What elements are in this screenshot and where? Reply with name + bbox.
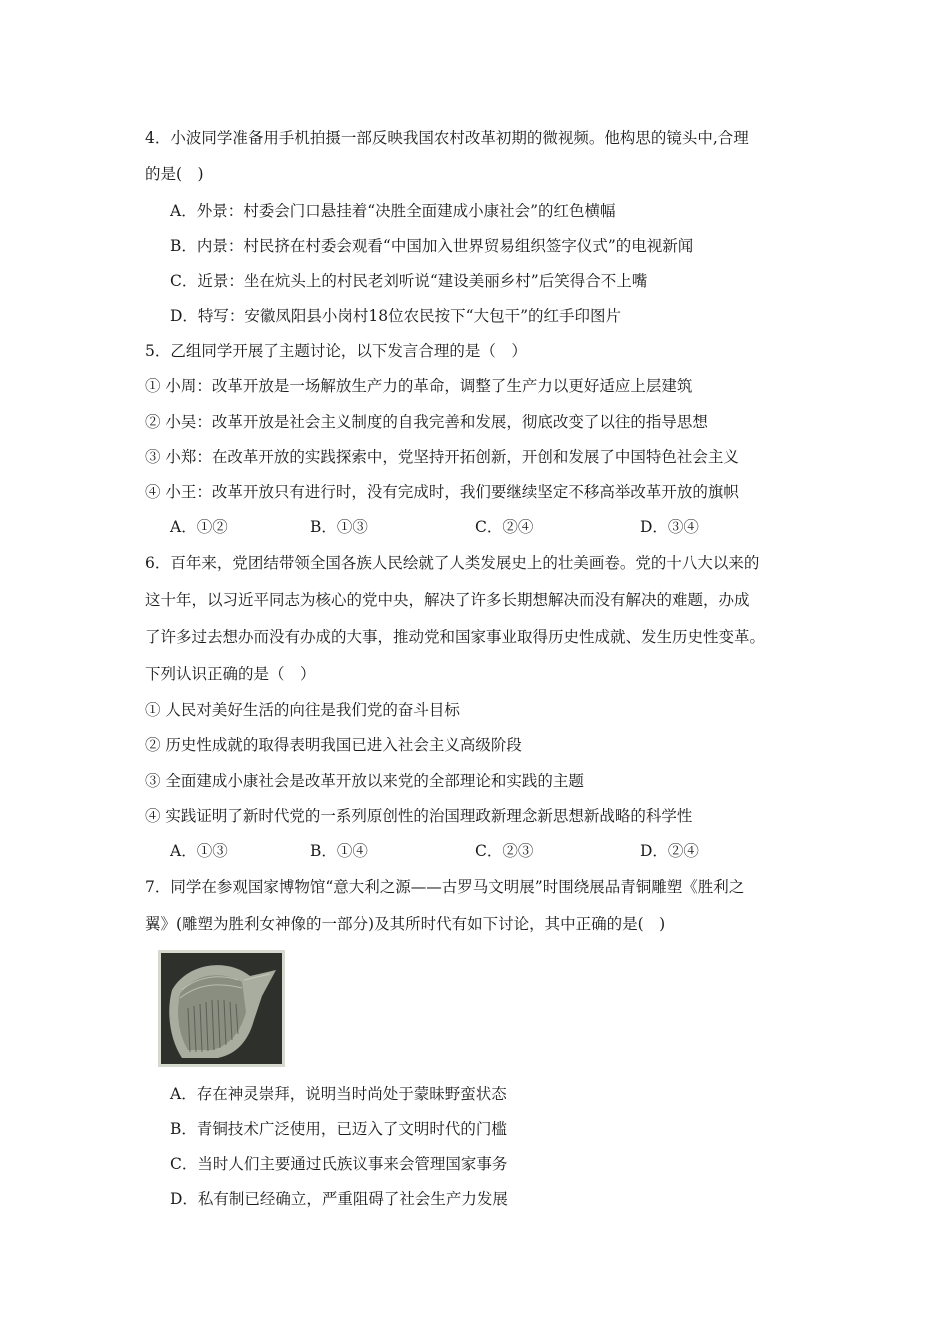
q5-statement-3: ③ 小郑：在改革开放的实践探索中，党坚持开拓创新，开创和发展了中国特色社会主义 [145, 448, 739, 466]
q6-statement-3: ③ 全面建成小康社会是改革开放以来党的全部理论和实践的主题 [145, 772, 584, 790]
q4-option-b: B．内景：村民挤在村委会观看“中国加入世界贸易组织签字仪式”的电视新闻 [170, 237, 694, 255]
q6-stem-line2: 这十年，以习近平同志为核心的党中央，解决了许多长期想解决而没有解决的难题，办成 [145, 591, 750, 609]
q4-option-a: A．外景：村委会门口悬挂着“决胜全面建成小康社会”的红色横幅 [170, 202, 616, 220]
q5-statement-1: ① 小周：改革开放是一场解放生产力的革命，调整了生产力以更好适应上层建筑 [145, 377, 693, 395]
q6-statement-1: ① 人民对美好生活的向往是我们党的奋斗目标 [145, 701, 460, 719]
q6-stem-line3: 了许多过去想办而没有办成的大事，推动党和国家事业取得历史性成就、发生历史性变革。 [145, 628, 766, 646]
q5-choice-b: B．①③ [310, 518, 368, 536]
q7-option-d: D．私有制已经确立，严重阻碍了社会生产力发展 [170, 1190, 508, 1208]
q7-option-b: B．青铜技术广泛使用，已迈入了文明时代的门槛 [170, 1120, 507, 1138]
q6-choice-c: C．②③ [475, 842, 534, 860]
q4-option-c: C．近景：坐在炕头上的村民老刘听说“建设美丽乡村”后笑得合不上嘴 [170, 272, 648, 290]
q7-stem-line1: 7．同学在参观国家博物馆“意大利之源——古罗马文明展”时围绕展品青铜雕塑《胜利之 [145, 878, 745, 896]
q6-choice-b: B．①④ [310, 842, 368, 860]
q5-choice-d: D．③④ [640, 518, 699, 536]
q4-stem-line2: 的是( ) [145, 165, 204, 183]
q5-stem: 5．乙组同学开展了主题讨论，以下发言合理的是（ ） [145, 342, 527, 360]
q6-choice-d: D．②④ [640, 842, 699, 860]
q6-statement-4: ④ 实践证明了新时代党的一系列原创性的治国理政新理念新思想新战略的科学性 [145, 807, 693, 825]
q6-stem-line1: 6．百年来，党团结带领全国各族人民绘就了人类发展史上的壮美画卷。党的十八大以来的 [145, 554, 760, 572]
q4-option-d: D．特写：安徽凤阳县小岗村18位农民按下“大包干”的红手印图片 [170, 307, 622, 325]
bronze-wing-sculpture-image [158, 950, 285, 1067]
q5-choice-a: A．①② [170, 518, 228, 536]
q5-statement-2: ② 小吴：改革开放是社会主义制度的自我完善和发展，彻底改变了以往的指导思想 [145, 413, 708, 431]
q4-stem-line1: 4．小波同学准备用手机拍摄一部反映我国农村改革初期的微视频。他构思的镜头中,合理 [145, 129, 749, 147]
q6-statement-2: ② 历史性成就的取得表明我国已进入社会主义高级阶段 [145, 736, 522, 754]
q7-option-c: C．当时人们主要通过氏族议事来会管理国家事务 [170, 1155, 508, 1173]
q5-choice-c: C．②④ [475, 518, 534, 536]
q7-option-a: A．存在神灵崇拜，说明当时尚处于蒙昧野蛮状态 [170, 1085, 507, 1103]
q7-stem-line2: 翼》(雕塑为胜利女神像的一部分)及其所时代有如下讨论，其中正确的是( ) [145, 915, 666, 933]
q6-choice-a: A．①③ [170, 842, 228, 860]
q5-statement-4: ④ 小王：改革开放只有进行时，没有完成时，我们要继续坚定不移高举改革开放的旗帜 [145, 483, 739, 501]
q6-stem-line4: 下列认识正确的是（ ） [145, 665, 316, 683]
